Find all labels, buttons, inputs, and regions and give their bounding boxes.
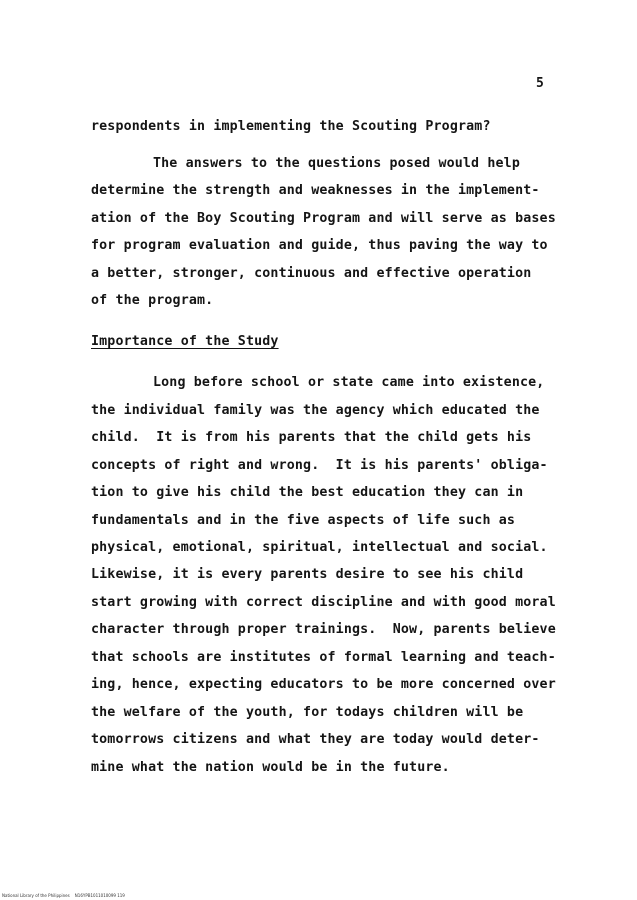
text-line: start growing with correct discipline and with good moral [91, 595, 556, 610]
text-line: the individual family was the agency which educated the [91, 403, 540, 418]
text-line: determine the strength and weaknesses in the implement- [91, 183, 540, 198]
text-line: child. It is from his parents that the child gets his [91, 430, 532, 445]
text-line: respondents in implementing the Scouting Program? [91, 119, 491, 134]
text-line: concepts of right and wrong. It is his parents' obliga- [91, 458, 548, 473]
text-line: character through proper trainings. Now, parents believe [91, 622, 556, 637]
text-line: ing, hence, expecting educators to be more concerned over [91, 677, 556, 692]
text-line: fundamentals and in the five aspects of life such as [91, 513, 516, 528]
text-line: Likewise, it is every parents desire to see his child [91, 567, 524, 582]
text-line: that schools are institutes of formal learning and teach- [91, 650, 556, 665]
page-number: 5 [536, 76, 544, 91]
text-line: ation of the Boy Scouting Program and will serve as bases [91, 211, 556, 226]
text-line: tomorrows citizens and what they are today would deter- [91, 732, 540, 747]
text-line: tion to give his child the best education they can in [91, 485, 524, 500]
footer-scan-label: National Library of the Philippines N16YPB1011010099 119 [2, 893, 125, 898]
text-line: Long before school or state came into existence, [153, 375, 545, 390]
text-line: of the program. [91, 293, 214, 308]
text-line: the welfare of the youth, for todays children will be [91, 705, 524, 720]
section-heading: Importance of the Study [91, 334, 279, 349]
text-line: for program evaluation and guide, thus paving the way to [91, 238, 548, 253]
text-line: a better, stronger, continuous and effective operation [91, 266, 532, 281]
text-line: mine what the nation would be in the future. [91, 760, 450, 775]
text-line: The answers to the questions posed would help [153, 156, 520, 171]
text-line: physical, emotional, spiritual, intellectual and social. [91, 540, 548, 555]
